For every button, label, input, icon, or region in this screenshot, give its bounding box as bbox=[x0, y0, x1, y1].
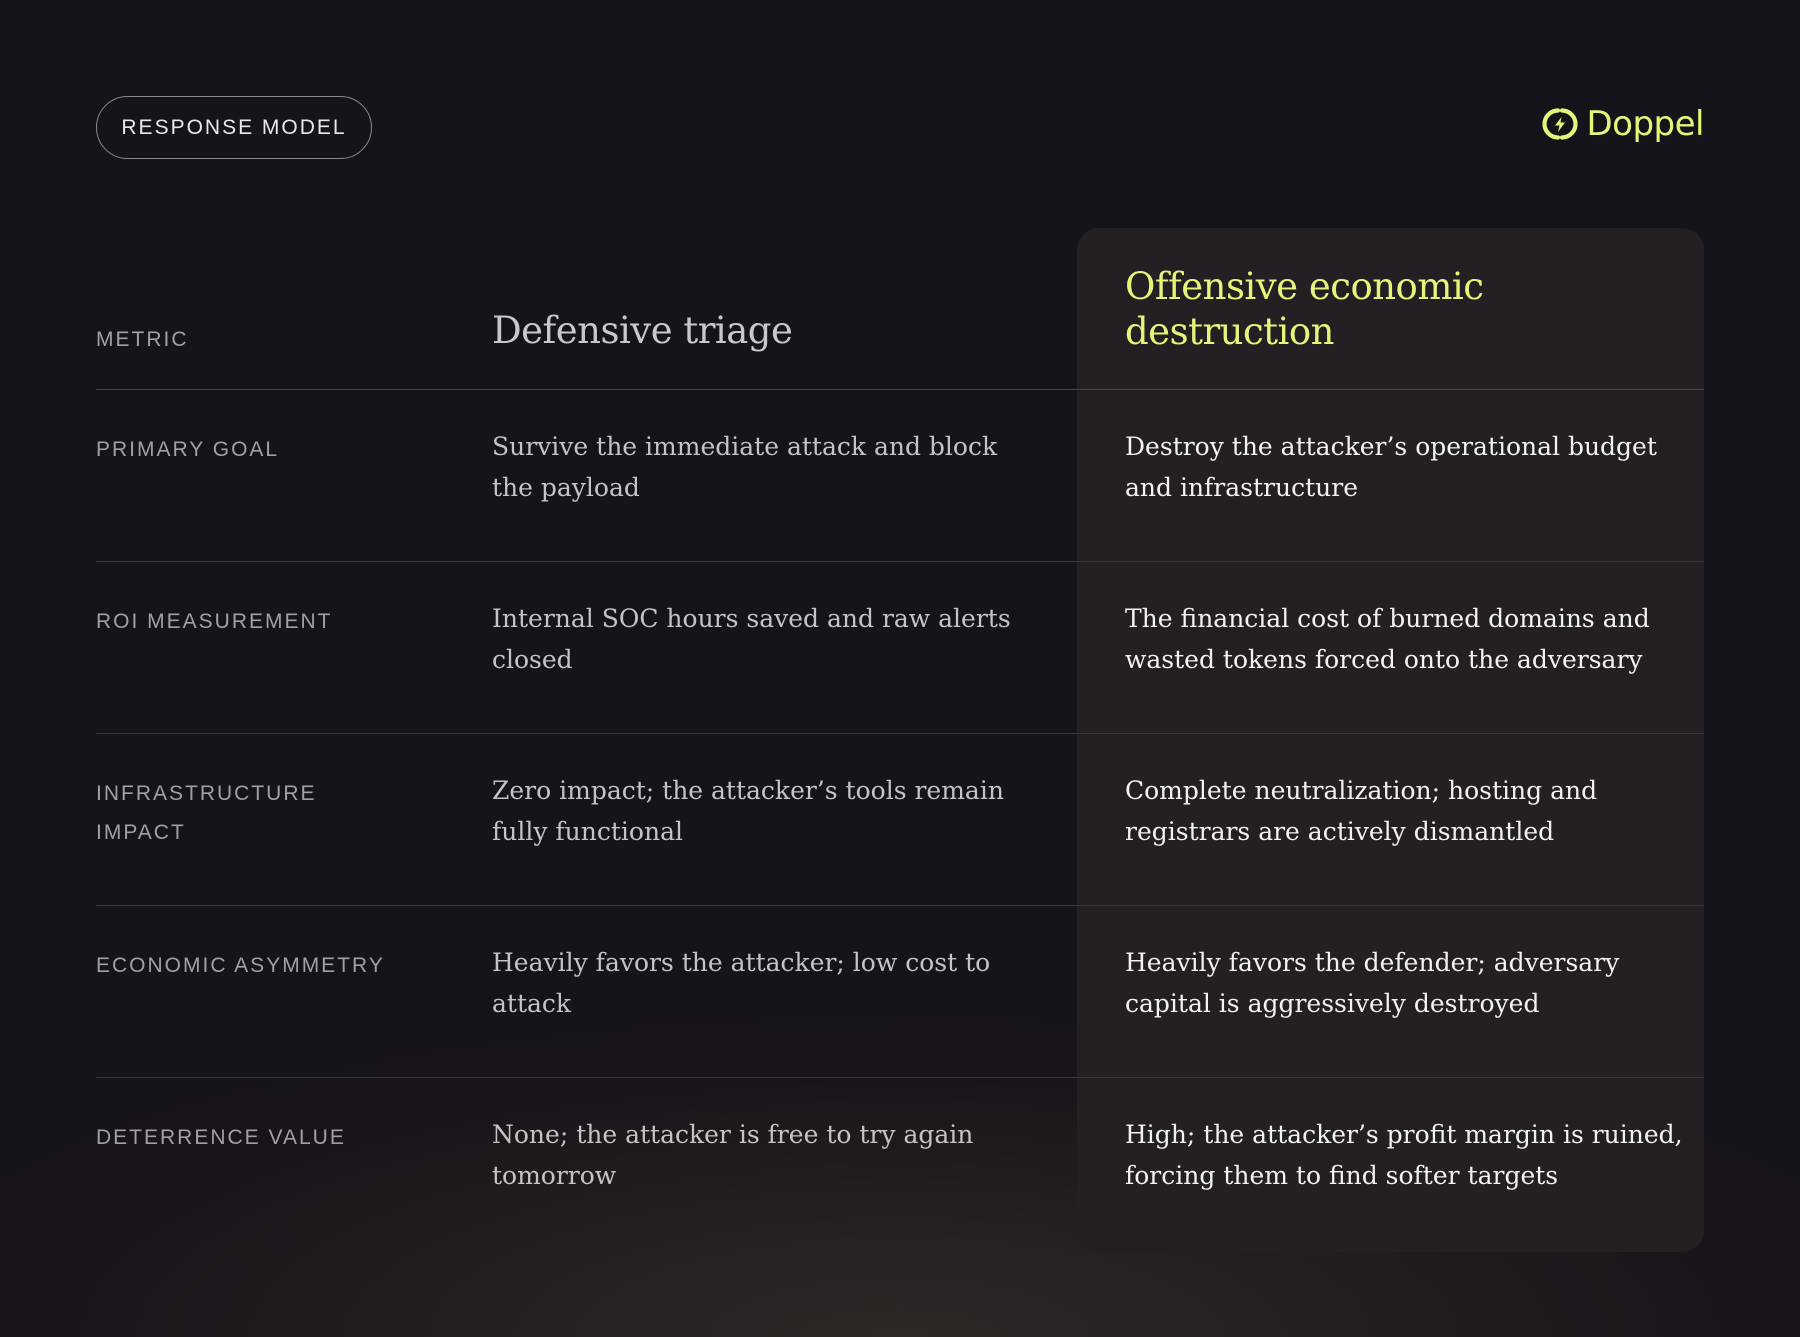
offensive-value: Heavily favors the defender; adversary capital is aggressively destroyed bbox=[1125, 948, 1620, 1018]
offensive-value: Destroy the attacker’s operational budget and infrastructure bbox=[1125, 432, 1657, 502]
defensive-cell bbox=[492, 906, 1077, 1077]
defensive-value: Survive the immediate attack and block the payload bbox=[492, 432, 998, 502]
metric-label: INFRASTRUCTURE IMPACT bbox=[96, 782, 317, 844]
response-model-badge-label: RESPONSE MODEL bbox=[121, 115, 347, 139]
offensive-value: High; the attacker’s profit margin is ruined, forcing them to find softer targets bbox=[1125, 1120, 1683, 1190]
metric-cell bbox=[96, 390, 492, 561]
table-row bbox=[96, 734, 1704, 906]
metric-cell bbox=[96, 734, 492, 905]
metric-column-header-cell bbox=[96, 228, 492, 389]
defensive-value: None; the attacker is free to try again tomorrow bbox=[492, 1120, 974, 1190]
brand-logo[interactable] bbox=[1542, 104, 1704, 144]
metric-cell bbox=[96, 562, 492, 733]
table-row bbox=[96, 562, 1704, 734]
metric-label: ECONOMIC ASYMMETRY bbox=[96, 954, 385, 977]
defensive-cell bbox=[492, 562, 1077, 733]
offensive-cell bbox=[1077, 734, 1704, 905]
metric-cell bbox=[96, 1078, 492, 1250]
metric-column-header: METRIC bbox=[96, 328, 189, 351]
brand-name: Doppel bbox=[1586, 104, 1704, 144]
defensive-value: Internal SOC hours saved and raw alerts closed bbox=[492, 604, 1011, 674]
offensive-cell bbox=[1077, 1078, 1704, 1250]
doppel-logo-icon bbox=[1542, 106, 1578, 142]
table-row bbox=[96, 1078, 1704, 1250]
table-row bbox=[96, 906, 1704, 1078]
offensive-value: The financial cost of burned domains and wasted tokens forced onto the adversary bbox=[1125, 604, 1650, 674]
metric-label: ROI MEASUREMENT bbox=[96, 610, 333, 633]
offensive-cell bbox=[1077, 906, 1704, 1077]
offensive-column-header: Offensive economic destruction bbox=[1125, 265, 1484, 353]
defensive-value: Heavily favors the attacker; low cost to attack bbox=[492, 948, 991, 1018]
defensive-cell bbox=[492, 734, 1077, 905]
table-row bbox=[96, 390, 1704, 562]
defensive-column-header: Defensive triage bbox=[492, 309, 793, 352]
defensive-value: Zero impact; the attacker’s tools remain fully functional bbox=[492, 776, 1004, 846]
metric-label: DETERRENCE VALUE bbox=[96, 1126, 346, 1149]
defensive-cell bbox=[492, 1078, 1077, 1250]
comparison-table bbox=[96, 228, 1704, 1250]
metric-cell bbox=[96, 906, 492, 1077]
offensive-value: Complete neutralization; hosting and registrars are actively dismantled bbox=[1125, 776, 1598, 846]
defensive-cell bbox=[492, 390, 1077, 561]
offensive-cell bbox=[1077, 390, 1704, 561]
table-header-row bbox=[96, 228, 1704, 390]
offensive-column-header-cell bbox=[1077, 228, 1704, 389]
response-model-badge bbox=[96, 96, 372, 159]
defensive-column-header-cell bbox=[492, 228, 1077, 389]
metric-label: PRIMARY GOAL bbox=[96, 438, 280, 461]
offensive-cell bbox=[1077, 562, 1704, 733]
